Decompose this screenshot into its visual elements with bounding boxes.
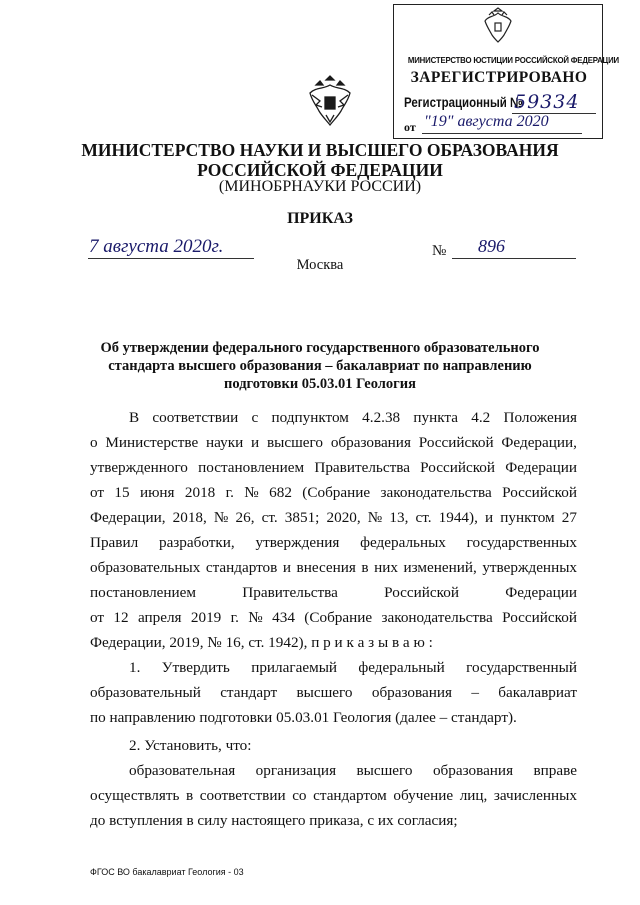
body-text-line: образовательных стандартов и внесения в них изменений, утвержденных [90,559,577,576]
stamp-date-prefix: от [404,120,416,134]
order-number: 896 [478,236,505,256]
body-text-line: от 15 июня 2018 г. № 682 (Собрание законодательства Российской [90,484,577,501]
body-text-line: 2. Установить, что: [129,737,252,754]
body-text-line: Федерации, 2018, № 26, ст. 3851; 2020, № 13, ст. 1944), и пунктом 27 [90,509,577,526]
stamp-registered-label: ЗАРЕГИСТРИРОВАНО [410,69,588,86]
stamp-date-line [422,133,582,134]
body-text-line: 1. Утвердить прилагаемый федеральный государственный [129,659,577,676]
body-text-line: осуществлять в соответствии со стандартом обучение лиц, зачисленных [90,787,577,804]
body-text-line: о Министерстве науки и высшего образования Российской Федерации, [90,434,577,451]
body-text-line: до вступления в силу настоящего приказа, с их согласия; [90,812,458,829]
footer-note: ФГОС ВО бакалавриат Геология - 03 [90,867,244,877]
stamp-ministry-name: МИНИСТЕРСТВО ЮСТИЦИИ РОССИЙСКОЙ ФЕДЕРАЦИИ [407,55,619,65]
body-text-line: образовательный стандарт высшего образования – бакалавриат [90,684,577,701]
subject-line: подготовки 05.03.01 Геология [224,376,416,392]
body-text-line: постановлением Правительства Российской Федерации [90,584,577,601]
order-date: 7 августа 2020г. [89,236,224,257]
stamp-regnum-value: 59334 [514,91,580,113]
ministry-short-name: (МИНОБРНАУКИ РОССИИ) [218,178,422,195]
coat-of-arms-icon [306,75,354,127]
body-text-line: Правил разработки, утверждения федеральных государственных [90,534,577,551]
body-text-line: образовательная организация высшего образования вправе [129,762,577,779]
order-number-label: № [432,243,447,259]
subject-line: стандарта высшего образования – бакалавриат по направлению [108,358,532,374]
subject-line: Об утверждении федерального государственного образовательного [100,340,540,356]
city: Москва [296,257,344,273]
stamp-coat-of-arms-icon [480,7,516,45]
body-text-line: от 12 апреля 2019 г. № 434 (Собрание законодательства Российской [90,609,577,626]
registration-stamp [393,4,619,139]
body-text-line: В соответствии с подпунктом 4.2.38 пункта 4.2 Положения [129,409,577,426]
ministry-name-line1: МИНИСТЕРСТВО НАУКИ И ВЫСШЕГО ОБРАЗОВАНИЯ [81,140,559,160]
ministry-name-line2: РОССИЙСКОЙ ФЕДЕРАЦИИ [197,160,443,180]
stamp-regnum-label: Регистрационный № [404,95,523,110]
body-text-line: по направлению подготовки 05.03.01 Геология (далее – стандарт). [90,709,517,726]
stamp-date-value: "19" августа 2020 [424,113,549,130]
body-text-line: утвержденного постановлением Правительства Российской Федерации [90,459,577,476]
document-title: ПРИКАЗ [287,210,353,227]
body-text-line: Федерации, 2019, № 16, ст. 1942), п р и к а з ы в а ю : [90,634,433,651]
